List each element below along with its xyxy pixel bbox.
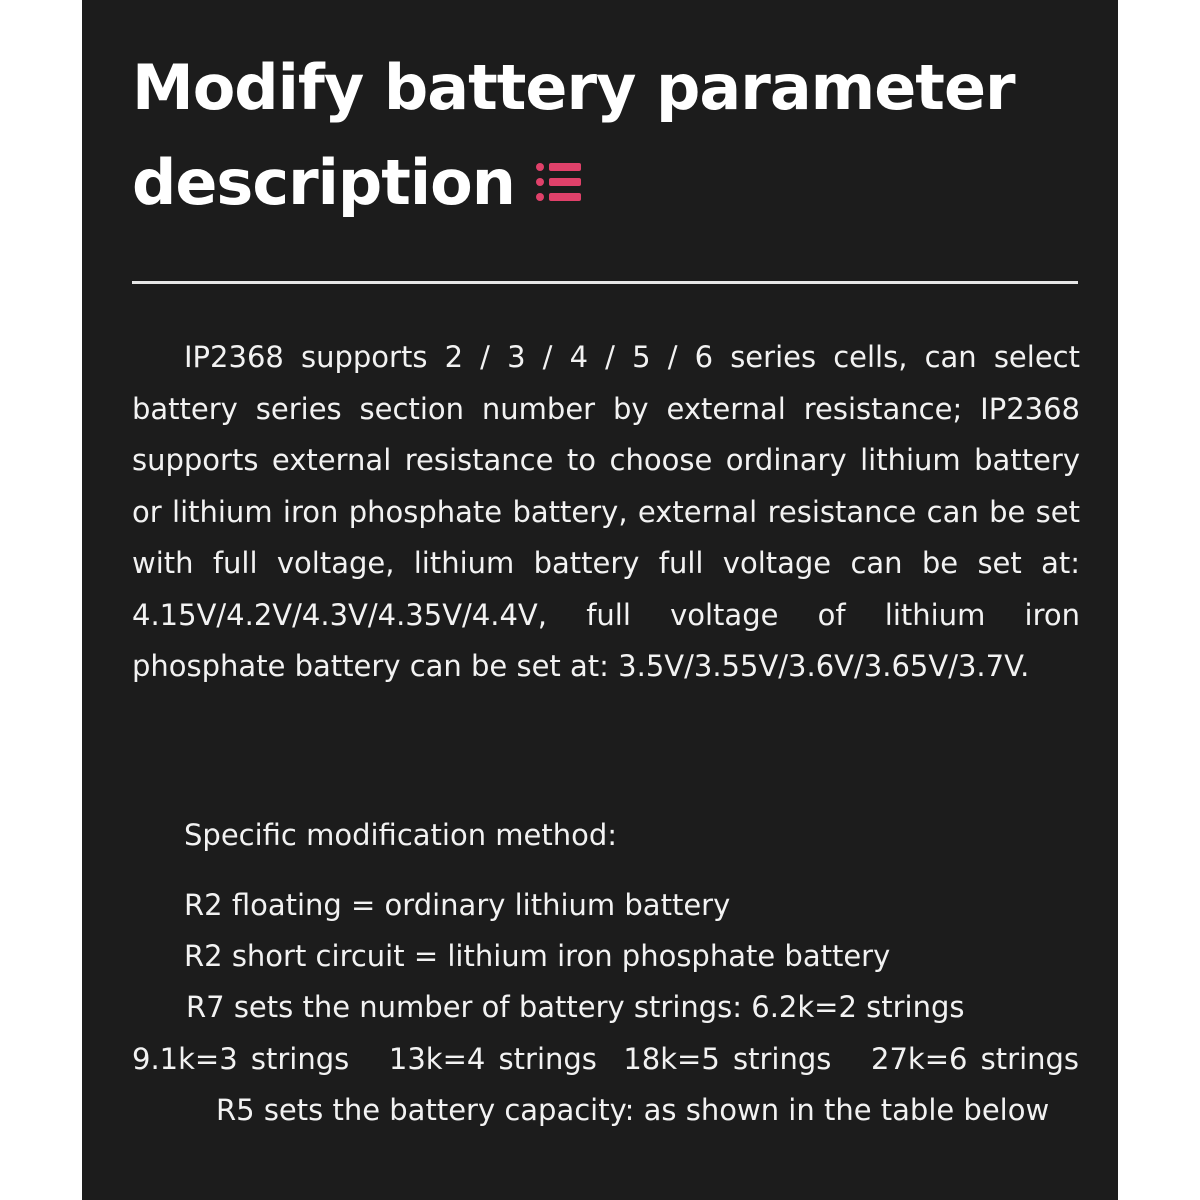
strings-line: 9.1k=3 strings 13k=4 strings 18k=5 strings 27k=6 strings (132, 1042, 1080, 1076)
page-title-text: Modify battery parameter description (132, 51, 1015, 219)
list-icon[interactable] (535, 160, 581, 204)
content-panel (82, 0, 1118, 1200)
r7-line: R7 sets the number of battery strings: 6.2k=2 strings (186, 990, 965, 1024)
intro-paragraph: IP2368 supports 2 / 3 / 4 / 5 / 6 series cells, can select battery series section number by external resistance; IP2368 supports external resistance to choose ordinary lithium battery or lithium iron phosphate battery, external resistance can be set with full voltage, lithium battery full voltage can be set at: 4.15V/4.2V/4.3V/4.35V/4.4V, full voltage of lithium iron phosphate battery can be set at: 3.5V/3.55V/3.6V/3.65V/3.7V. (132, 340, 1080, 683)
r2-short-line: R2 short circuit = lithium iron phosphate battery (184, 939, 891, 973)
r2-floating-line: R2 floating = ordinary lithium battery (184, 888, 731, 922)
title-divider (132, 281, 1078, 284)
method-heading: Specific modification method: (184, 818, 618, 852)
r5-line: R5 sets the battery capacity: as shown in the table below (216, 1093, 1050, 1127)
page-title (132, 40, 1092, 230)
